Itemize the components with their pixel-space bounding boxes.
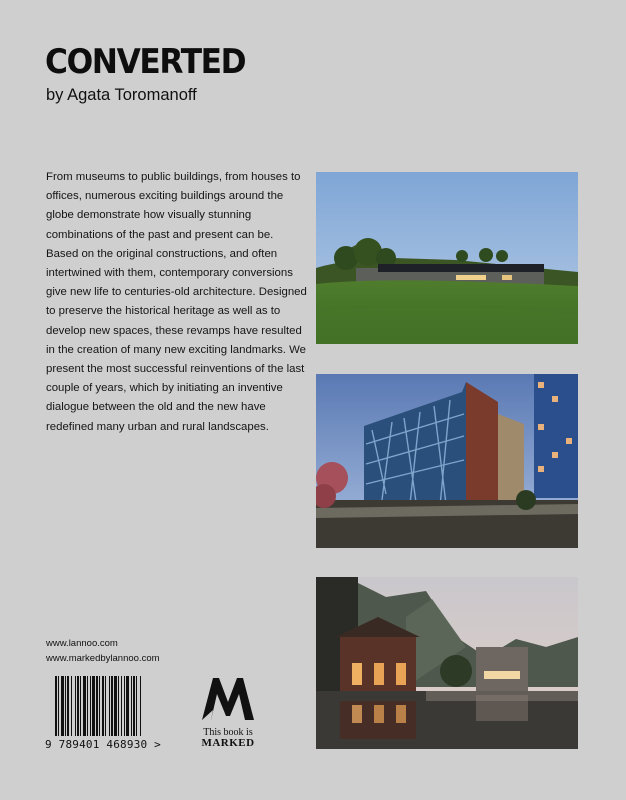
marked-line2: MARKED: [201, 737, 255, 749]
barcode-bar: [75, 676, 76, 736]
barcode-bars: [55, 676, 175, 738]
link-markedbylannoo[interactable]: www.markedbylannoo.com: [46, 653, 160, 664]
barcode-bar: [121, 676, 122, 736]
barcode-bar: [77, 676, 79, 736]
marked-line1: This book is: [203, 727, 253, 738]
photo-house-on-hill: [316, 172, 578, 344]
isbn-number: 9 789401 468930 >: [45, 738, 161, 751]
book-blurb: From museums to public buildings, from houses to offices, numerous exciting buildings around the globe demonstrate how visually stunning combinations of the past and present can be. Based on the original constructions, and often intertwined with them, contemporary conversions give new life to centuries-old architecture. Designed to preserve the historical heritage as well as to develop new spaces, these revamps have resulted in the creation of many new exciting landmarks. We present the most successful reinventions of the last couple of years, which by initiating an inventive dialogue between the old and the new have redefined many urban and rural landscapes.: [46, 171, 307, 433]
marked-logo: [197, 676, 259, 749]
barcode-bar: [111, 676, 113, 736]
photo-glass-brick-building: [316, 374, 578, 548]
barcode-bar: [92, 676, 95, 736]
publisher-links: [46, 636, 160, 666]
barcode-bar: [131, 676, 132, 736]
barcode-bar: [80, 676, 81, 736]
link-lannoo[interactable]: www.lannoo.com: [46, 638, 118, 649]
barcode-bar: [90, 676, 91, 736]
barcode: [45, 676, 177, 751]
barcode-bar: [118, 676, 119, 736]
barcode-bar: [87, 676, 88, 736]
barcode-bar: [67, 676, 69, 736]
barcode-bar: [55, 676, 57, 736]
barcode-bar: [114, 676, 117, 736]
barcode-bar: [126, 676, 129, 736]
barcode-bar: [102, 676, 104, 736]
barcode-bar: [133, 676, 135, 736]
barcode-bar: [96, 676, 98, 736]
barcode-bar: [99, 676, 100, 736]
marked-m-icon: [199, 676, 257, 720]
barcode-bar: [109, 676, 110, 736]
book-author: by Agata Toromanoff: [46, 86, 197, 104]
barcode-bar: [136, 676, 137, 736]
barcode-bar: [83, 676, 86, 736]
barcode-bar: [71, 676, 72, 736]
barcode-bar: [65, 676, 66, 736]
barcode-bar: [124, 676, 125, 736]
photo-reflection-mountains: [316, 577, 578, 749]
barcode-bar: [105, 676, 106, 736]
barcode-bar: [58, 676, 59, 736]
barcode-bar: [140, 676, 141, 736]
barcode-bar: [61, 676, 64, 736]
book-title: CONVERTED: [45, 42, 246, 82]
